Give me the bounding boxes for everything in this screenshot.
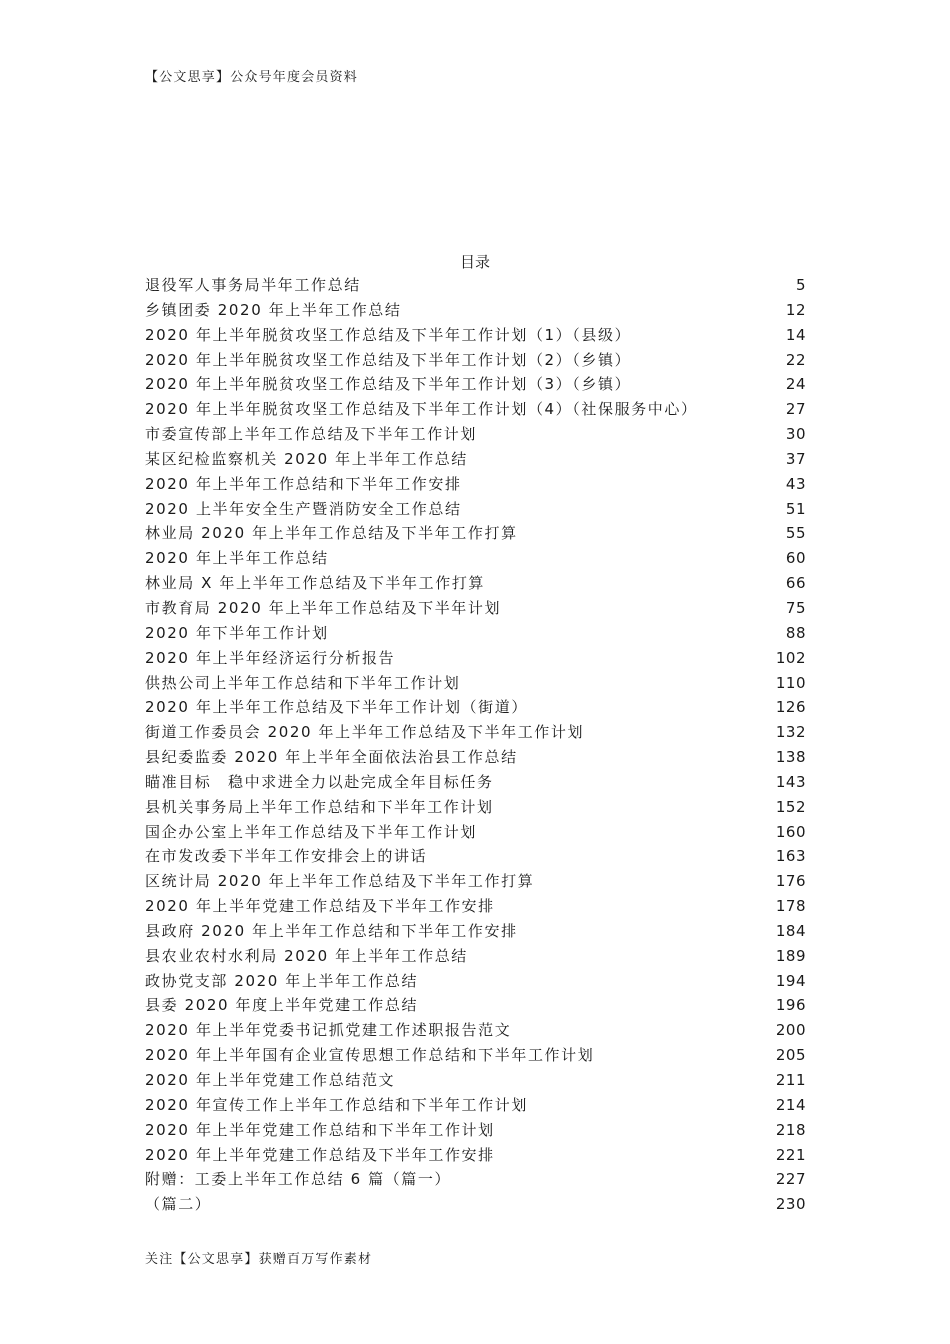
toc-entry[interactable] bbox=[145, 1093, 806, 1118]
toc-entry-page-number: 102 bbox=[775, 648, 806, 667]
toc-entry-page-number: 152 bbox=[775, 797, 806, 816]
toc-entry[interactable] bbox=[145, 521, 806, 546]
toc-entry-title: 2020 年上半年经济运行分析报告 bbox=[145, 648, 396, 667]
toc-entry[interactable] bbox=[145, 695, 806, 720]
toc-entry-page-number: 24 bbox=[785, 375, 806, 394]
toc-entry[interactable] bbox=[145, 472, 806, 497]
toc-entry-title: 附赠：工委上半年工作总结 6 篇（篇一） bbox=[145, 1170, 452, 1189]
toc-entry-page-number: 221 bbox=[775, 1145, 806, 1164]
toc-entry-title: 2020 年上半年党建工作总结范文 bbox=[145, 1071, 396, 1089]
toc-entry-title: 2020 年上半年党建工作总结及下半年工作安排 bbox=[145, 1145, 495, 1164]
toc-entry-title: 2020 年宣传工作上半年工作总结和下半年工作计划 bbox=[145, 1095, 528, 1114]
toc-entry-page-number: 37 bbox=[785, 449, 806, 468]
toc-entry-title: 2020 上半年安全生产暨消防安全工作总结 bbox=[145, 499, 462, 518]
toc-entry-page-number: 196 bbox=[775, 996, 806, 1015]
toc-entry[interactable] bbox=[145, 447, 806, 472]
toc-entry-page-number: 14 bbox=[785, 325, 806, 344]
toc-entry-title: 2020 年下半年工作计划 bbox=[145, 623, 329, 642]
toc-entry[interactable] bbox=[145, 844, 806, 869]
toc-entry-title: 2020 年上半年党建工作总结和下半年工作计划 bbox=[145, 1120, 495, 1139]
toc-entry-page-number: 230 bbox=[775, 1195, 806, 1214]
toc-entry[interactable] bbox=[145, 273, 806, 298]
toc-entry-page-number: 12 bbox=[785, 300, 806, 319]
page-header: 【公文思享】公众号年度会员资料 bbox=[145, 70, 359, 85]
toc-entry-page-number: 75 bbox=[785, 598, 806, 617]
toc-entry[interactable] bbox=[145, 993, 806, 1018]
page-footer: 关注【公文思享】获赠百万写作素材 bbox=[145, 1252, 373, 1267]
toc-entry-title: 县农业农村水利局 2020 年上半年工作总结 bbox=[145, 946, 468, 965]
toc-entry-title: 在市发改委下半年工作安排会上的讲话 bbox=[145, 847, 428, 866]
toc-entry-title: 县政府 2020 年上半年工作总结和下半年工作安排 bbox=[145, 921, 518, 940]
toc-entry-page-number: 30 bbox=[785, 425, 806, 444]
toc-entry-page-number: 160 bbox=[775, 822, 806, 841]
toc-entry-title: 区统计局 2020 年上半年工作总结及下半年工作打算 bbox=[145, 872, 535, 891]
toc-entry-page-number: 211 bbox=[775, 1071, 806, 1089]
toc-entry-title: 2020 年上半年脱贫攻坚工作总结及下半年工作计划（3）（乡镇） bbox=[145, 375, 632, 394]
toc-entry[interactable] bbox=[145, 1018, 806, 1043]
toc-entry-page-number: 55 bbox=[785, 524, 806, 543]
toc-entry[interactable] bbox=[145, 571, 806, 596]
table-of-contents bbox=[145, 273, 806, 1217]
toc-entry[interactable] bbox=[145, 1167, 806, 1192]
toc-entry[interactable] bbox=[145, 795, 806, 820]
toc-entry-title: 林业局 X 年上半年工作总结及下半年工作打算 bbox=[145, 574, 486, 593]
toc-entry[interactable] bbox=[145, 671, 806, 696]
toc-entry-title: 街道工作委员会 2020 年上半年工作总结及下半年工作计划 bbox=[145, 723, 585, 742]
toc-entry[interactable] bbox=[145, 944, 806, 969]
toc-entry[interactable] bbox=[145, 546, 806, 571]
toc-entry[interactable] bbox=[145, 969, 806, 994]
toc-entry-page-number: 43 bbox=[785, 474, 806, 493]
toc-entry-title: 退役军人事务局半年工作总结 bbox=[145, 276, 361, 294]
toc-entry-title: 2020 年上半年脱贫攻坚工作总结及下半年工作计划（2）（乡镇） bbox=[145, 350, 632, 369]
toc-entry[interactable] bbox=[145, 422, 806, 447]
toc-entry-title: 2020 年上半年工作总结及下半年工作计划（街道） bbox=[145, 698, 528, 717]
toc-entry-page-number: 60 bbox=[785, 549, 806, 568]
toc-entry[interactable] bbox=[145, 1068, 806, 1093]
toc-entry[interactable] bbox=[145, 894, 806, 919]
toc-entry-page-number: 143 bbox=[775, 772, 806, 791]
toc-entry-title: 2020 年上半年脱贫攻坚工作总结及下半年工作计划（1）（县级） bbox=[145, 325, 632, 344]
toc-entry-page-number: 214 bbox=[775, 1095, 806, 1114]
toc-entry-page-number: 178 bbox=[775, 897, 806, 916]
toc-entry-title: 县纪委监委 2020 年上半年全面依法治县工作总结 bbox=[145, 748, 518, 767]
toc-entry-title: 国企办公室上半年工作总结及下半年工作计划 bbox=[145, 822, 478, 841]
toc-entry-title: 2020 年上半年工作总结和下半年工作安排 bbox=[145, 474, 462, 493]
toc-entry-title: 县机关事务局上半年工作总结和下半年工作计划 bbox=[145, 797, 494, 816]
toc-entry-title: 某区纪检监察机关 2020 年上半年工作总结 bbox=[145, 449, 468, 468]
toc-entry-page-number: 176 bbox=[775, 872, 806, 891]
toc-entry[interactable] bbox=[145, 720, 806, 745]
toc-entry-page-number: 200 bbox=[775, 1021, 806, 1040]
toc-entry-page-number: 110 bbox=[775, 673, 806, 692]
toc-entry[interactable] bbox=[145, 745, 806, 770]
toc-entry-title: 供热公司上半年工作总结和下半年工作计划 bbox=[145, 673, 461, 692]
toc-entry[interactable] bbox=[145, 323, 806, 348]
toc-entry[interactable] bbox=[145, 820, 806, 845]
toc-entry-page-number: 5 bbox=[795, 276, 806, 294]
toc-entry-title: 2020 年上半年国有企业宣传思想工作总结和下半年工作计划 bbox=[145, 1046, 595, 1065]
toc-entry-page-number: 227 bbox=[775, 1170, 806, 1189]
toc-entry-title: 乡镇团委 2020 年上半年工作总结 bbox=[145, 300, 402, 319]
toc-entry-page-number: 27 bbox=[785, 400, 806, 419]
toc-entry-title: 市教育局 2020 年上半年工作总结及下半年计划 bbox=[145, 598, 502, 617]
toc-entry-page-number: 132 bbox=[775, 723, 806, 742]
toc-entry-page-number: 66 bbox=[785, 574, 806, 593]
toc-entry[interactable] bbox=[145, 298, 806, 323]
toc-entry-title: 2020 年上半年脱贫攻坚工作总结及下半年工作计划（4）（社保服务中心） bbox=[145, 400, 698, 419]
toc-entry-page-number: 194 bbox=[775, 971, 806, 990]
toc-entry[interactable] bbox=[145, 348, 806, 373]
toc-entry-page-number: 51 bbox=[785, 499, 806, 518]
toc-entry[interactable] bbox=[145, 919, 806, 944]
toc-entry-title: 2020 年上半年工作总结 bbox=[145, 549, 329, 568]
toc-entry[interactable] bbox=[145, 497, 806, 522]
toc-entry-page-number: 22 bbox=[785, 350, 806, 369]
toc-entry-title: 县委 2020 年度上半年党建工作总结 bbox=[145, 996, 419, 1015]
toc-title: 目录 bbox=[459, 253, 490, 271]
toc-entry-page-number: 218 bbox=[775, 1120, 806, 1139]
toc-entry-page-number: 138 bbox=[775, 748, 806, 767]
toc-entry-title: 林业局 2020 年上半年工作总结及下半年工作打算 bbox=[145, 524, 518, 543]
toc-entry-title: 市委宣传部上半年工作总结及下半年工作计划 bbox=[145, 425, 478, 444]
toc-entry-page-number: 163 bbox=[775, 847, 806, 866]
toc-entry[interactable] bbox=[145, 1143, 806, 1168]
toc-entry-title: 2020 年上半年党建工作总结及下半年工作安排 bbox=[145, 897, 495, 916]
toc-entry-page-number: 126 bbox=[775, 698, 806, 717]
toc-entry-page-number: 205 bbox=[775, 1046, 806, 1065]
toc-entry[interactable] bbox=[145, 770, 806, 795]
toc-entry[interactable] bbox=[145, 1192, 806, 1217]
toc-entry[interactable] bbox=[145, 1118, 806, 1143]
toc-entry-page-number: 184 bbox=[775, 921, 806, 940]
toc-entry-page-number: 189 bbox=[775, 946, 806, 965]
toc-entry[interactable] bbox=[145, 596, 806, 621]
toc-entry-title: 政协党支部 2020 年上半年工作总结 bbox=[145, 971, 419, 990]
toc-entry[interactable] bbox=[145, 646, 806, 671]
toc-entry-title: 瞄准目标 稳中求进全力以赴完成全年目标任务 bbox=[145, 772, 494, 791]
toc-entry[interactable] bbox=[145, 372, 806, 397]
toc-entry[interactable] bbox=[145, 1043, 806, 1068]
toc-entry-title: （篇二） bbox=[145, 1195, 212, 1214]
toc-entry-page-number: 88 bbox=[785, 623, 806, 642]
toc-entry[interactable] bbox=[145, 397, 806, 422]
toc-entry[interactable] bbox=[145, 621, 806, 646]
toc-entry-title: 2020 年上半年党委书记抓党建工作述职报告范文 bbox=[145, 1021, 512, 1040]
toc-entry[interactable] bbox=[145, 869, 806, 894]
